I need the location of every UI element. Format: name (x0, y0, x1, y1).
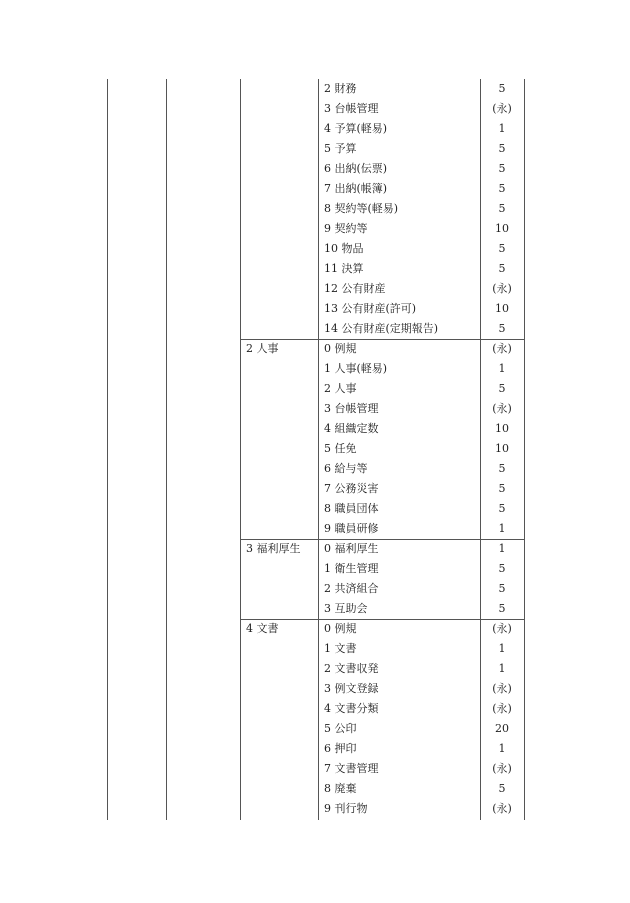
item-name: 2 財務 (324, 82, 357, 95)
retention-period: 5 (498, 242, 506, 255)
item-name: 6 出納(伝票) (324, 162, 388, 175)
retention-period: 5 (498, 382, 506, 395)
table-row (318, 179, 524, 199)
retention-period: 5 (498, 462, 506, 475)
retention-period: 10 (495, 302, 509, 315)
item-name: 8 廃棄 (324, 782, 357, 795)
retention-period: 1 (498, 662, 506, 675)
table-row (318, 379, 524, 399)
retention-period: 1 (498, 122, 506, 135)
table-row (318, 619, 524, 639)
item-name: 9 契約等 (324, 222, 368, 235)
item-name: 7 出納(帳簿) (324, 182, 388, 195)
table-row (318, 459, 524, 479)
item-name: 2 共済組合 (324, 582, 379, 595)
retention-period: (永) (492, 702, 512, 715)
retention-period: 5 (498, 502, 506, 515)
table-row (318, 779, 524, 799)
table-row (318, 579, 524, 599)
item-name: 4 文書分類 (324, 702, 379, 715)
item-name: 4 予算(軽易) (324, 122, 388, 135)
table-row (318, 679, 524, 699)
retention-period: 5 (498, 582, 506, 595)
table-row (318, 399, 524, 419)
item-name: 2 人事 (324, 382, 357, 395)
item-name: 14 公有財産(定期報告) (324, 322, 439, 335)
table-column-divider (524, 79, 525, 820)
table-row (318, 799, 524, 819)
item-name: 3 台帳管理 (324, 402, 379, 415)
table-row (318, 79, 524, 99)
table-row (318, 159, 524, 179)
retention-period: 1 (498, 642, 506, 655)
item-name: 11 決算 (324, 262, 364, 275)
table-column-divider (166, 79, 167, 820)
retention-period: 5 (498, 782, 506, 795)
table-row (318, 699, 524, 719)
retention-period: 5 (498, 162, 506, 175)
item-name: 5 予算 (324, 142, 357, 155)
retention-period: 5 (498, 322, 506, 335)
retention-period: 1 (498, 542, 506, 555)
item-name: 8 契約等(軽易) (324, 202, 399, 215)
retention-period: 10 (495, 442, 509, 455)
retention-period: 5 (498, 562, 506, 575)
retention-period: 20 (495, 722, 509, 735)
item-name: 1 文書 (324, 642, 357, 655)
table-row (318, 339, 524, 359)
item-name: 4 組織定数 (324, 422, 379, 435)
item-name: 0 福利厚生 (324, 542, 379, 555)
table-row (318, 299, 524, 319)
item-name: 2 文書収発 (324, 662, 379, 675)
retention-period: 1 (498, 362, 506, 375)
table-row (318, 259, 524, 279)
table-row (318, 739, 524, 759)
retention-period: 5 (498, 602, 506, 615)
group-label: 2 人事 (246, 342, 279, 355)
table-row (318, 219, 524, 239)
table-row (318, 419, 524, 439)
item-name: 9 職員研修 (324, 522, 379, 535)
retention-period: 5 (498, 182, 506, 195)
table-row (318, 279, 524, 299)
table-row (318, 439, 524, 459)
table-row (318, 479, 524, 499)
table-row (318, 359, 524, 379)
item-name: 13 公有財産(許可) (324, 302, 417, 315)
group-label: 4 文書 (246, 622, 279, 635)
table-row (318, 639, 524, 659)
retention-period: (永) (492, 762, 512, 775)
table-row (318, 319, 524, 339)
retention-period: 1 (498, 742, 506, 755)
item-name: 7 公務災害 (324, 482, 379, 495)
item-name: 6 押印 (324, 742, 357, 755)
item-name: 7 文書管理 (324, 762, 379, 775)
item-name: 3 台帳管理 (324, 102, 379, 115)
item-name: 12 公有財産 (324, 282, 386, 295)
item-name: 0 例規 (324, 622, 357, 635)
table-row (318, 199, 524, 219)
retention-period: 5 (498, 82, 506, 95)
table-row (318, 519, 524, 539)
table-row (318, 99, 524, 119)
retention-period: 10 (495, 222, 509, 235)
table-row (318, 599, 524, 619)
retention-period: 10 (495, 422, 509, 435)
item-name: 9 刊行物 (324, 802, 368, 815)
item-name: 3 例文登録 (324, 682, 379, 695)
item-name: 5 任免 (324, 442, 357, 455)
retention-period: 5 (498, 202, 506, 215)
retention-period: 5 (498, 142, 506, 155)
item-name: 10 物品 (324, 242, 364, 255)
item-name: 1 人事(軽易) (324, 362, 388, 375)
retention-period: (永) (492, 342, 512, 355)
retention-period: 5 (498, 482, 506, 495)
table-row (318, 239, 524, 259)
table-column-divider (107, 79, 108, 820)
table-row (318, 499, 524, 519)
item-name: 8 職員団体 (324, 502, 379, 515)
table-row (318, 659, 524, 679)
table-row (318, 719, 524, 739)
item-name: 0 例規 (324, 342, 357, 355)
retention-period: (永) (492, 102, 512, 115)
item-name: 1 衛生管理 (324, 562, 379, 575)
table-row (318, 139, 524, 159)
table-row (318, 119, 524, 139)
retention-period: (永) (492, 402, 512, 415)
retention-period: (永) (492, 282, 512, 295)
table-row (318, 559, 524, 579)
item-name: 5 公印 (324, 722, 357, 735)
table-row (318, 539, 524, 559)
item-name: 6 給与等 (324, 462, 368, 475)
retention-period: (永) (492, 802, 512, 815)
retention-period: (永) (492, 682, 512, 695)
group-label: 3 福利厚生 (246, 542, 301, 555)
retention-period: (永) (492, 622, 512, 635)
retention-period: 5 (498, 262, 506, 275)
retention-period: 1 (498, 522, 506, 535)
table-column-divider (240, 79, 241, 820)
item-name: 3 互助会 (324, 602, 368, 615)
table-row (318, 759, 524, 779)
